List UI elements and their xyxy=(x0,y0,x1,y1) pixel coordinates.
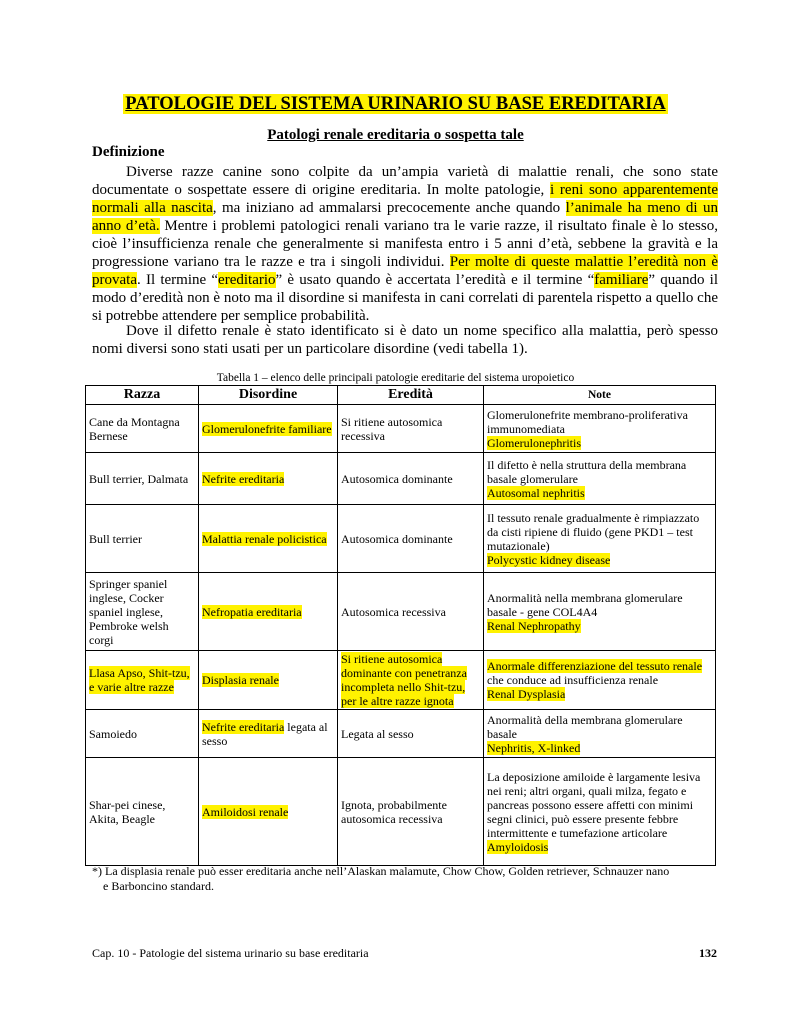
table-row xyxy=(86,651,716,710)
highlighted-text: Malattia renale policistica xyxy=(202,531,327,546)
table-footnote xyxy=(92,864,722,894)
table-row xyxy=(86,405,716,453)
table-caption: Tabella 1 – elenco delle principali patologie ereditarie del sistema uropoietico xyxy=(216,372,575,384)
cell-note xyxy=(484,573,716,651)
cell-note xyxy=(484,405,716,453)
definition-heading: Definizione xyxy=(92,144,165,160)
cell-razza: Bull terrier xyxy=(86,505,199,573)
cell-razza: Samoiedo xyxy=(86,710,199,758)
text-span: ” quando il modo d’eredità non è noto ma il disordine si manifesta in cani correlati di parentela rispetto a quello che si potrebbe attendere per semplice probabilità. xyxy=(92,272,719,324)
cell-note xyxy=(484,651,716,710)
footnote-line: e Barboncino standard. xyxy=(103,879,214,893)
page-number: 132 xyxy=(699,946,717,960)
highlighted-text: familiare xyxy=(594,272,649,288)
text-span: ” è usato quando è accertata l’eredità e il termine “ xyxy=(275,272,595,288)
page-title-text: PATOLOGIE DEL SISTEMA URINARIO SU BASE EREDITARIA xyxy=(125,94,666,114)
note-highlight: Anormale differenziazione del tessuto renale xyxy=(487,659,703,673)
cell-note xyxy=(484,453,716,505)
footnote-line: *) La displasia renale può esser ereditaria anche nell’Alaskan malamute, Chow Chow, Golden retriever, Schnauzer nano xyxy=(92,864,670,878)
highlighted-text: Nefropatia ereditaria xyxy=(202,604,302,619)
cell-razza xyxy=(86,651,199,710)
note-text: Glomerulonefrite membrano-proliferativa immunomediata xyxy=(487,407,688,436)
note-text: Il difetto è nella struttura della membrana basale glomerulare xyxy=(487,457,687,486)
cell-eredita: Ignota, probabilmente autosomica recessiva xyxy=(338,758,484,866)
second-paragraph: Dove il difetto renale è stato identificato si è dato un nome specifico alla malattia, però spesso nomi diversi sono stati usati per un particolare disordine (vedi tabella 1). xyxy=(92,323,718,357)
header-eredita: Eredità xyxy=(338,386,484,405)
note-highlight: Renal Nephropathy xyxy=(487,618,581,633)
cell-disordine xyxy=(199,710,338,758)
highlighted-text: Si ritiene autosomica dominante con penetranza incompleta nello Shit-tzu, per le altre razze ignota xyxy=(341,652,467,708)
table-row xyxy=(86,453,716,505)
note-text: Anormalità della membrana glomerulare basale xyxy=(487,712,683,741)
footer-chapter: Cap. 10 - Patologie del sistema urinario su base ereditaria xyxy=(92,946,369,960)
cell-disordine xyxy=(199,405,338,453)
cell-note xyxy=(484,505,716,573)
note-highlight: Amyloidosis xyxy=(487,839,549,854)
table-row xyxy=(86,573,716,651)
note-highlight: Polycystic kidney disease xyxy=(487,552,611,567)
cell-disordine xyxy=(199,758,338,866)
table-row xyxy=(86,758,716,866)
cell-razza: Cane da Montagna Bernese xyxy=(86,405,199,453)
highlighted-text: Glomerulonefrite familiare xyxy=(202,421,332,436)
text-span: legata al sesso xyxy=(202,719,328,748)
header-note: Note xyxy=(484,386,716,405)
cell-razza: Springer spaniel inglese, Cocker spaniel inglese, Pembroke welsh corgi xyxy=(86,573,199,651)
highlighted-text: Llasa Apso, Shit-tzu, e varie altre razze xyxy=(89,666,190,694)
cell-eredita: Autosomica recessiva xyxy=(338,573,484,651)
text-span: Mentre i problemi patologici renali variano tra le varie razze, il risultato finale è lo stesso, cioè l’insufficienza renale che generalmente si manifesta entro i 5 anni d’età, sebbene la gravità e la progressione variano tra le razze e tra i singoli individui. xyxy=(92,218,718,270)
cell-eredita: Autosomica dominante xyxy=(338,453,484,505)
note-text: Il tessuto renale gradualmente è rimpiazzato da cisti ripiene di fluido (gene PKD1 – test mutazionale) xyxy=(487,510,700,553)
cell-razza: Shar-pei cinese, Akita, Beagle xyxy=(86,758,199,866)
highlighted-text: ereditario xyxy=(218,272,276,288)
cell-eredita: Autosomica dominante xyxy=(338,505,484,573)
text-span: . Il termine “ xyxy=(136,272,219,288)
text-span: Diverse razze canine sono colpite da un’ampia varietà di malattie renali, che sono state documentate o sospettate essere di origine ereditaria. In molte patologie, xyxy=(92,164,718,198)
highlighted-text: i reni sono apparentemente normali alla nascita xyxy=(92,182,718,216)
note-text: Anormalità nella membrana glomerulare basale - gene COL4A4 xyxy=(487,590,683,619)
highlighted-text: Per molte di queste malattie l’eredità non è provata xyxy=(92,254,719,288)
cell-disordine xyxy=(199,453,338,505)
page-title xyxy=(0,94,791,115)
highlighted-text: Amiloidosi renale xyxy=(202,804,289,819)
highlighted-text: l’animale ha meno di un anno d’età. xyxy=(92,200,719,234)
section-subtitle: Patologi renale ereditaria o sospetta tale xyxy=(267,127,524,143)
note-highlight: Renal Dysplasia xyxy=(487,687,566,701)
cell-eredita: Si ritiene autosomica recessiva xyxy=(338,405,484,453)
table-header-row xyxy=(86,386,716,405)
cell-note xyxy=(484,710,716,758)
cell-disordine xyxy=(199,505,338,573)
diseases-table xyxy=(85,385,716,866)
note-highlight: Nephritis, X-linked xyxy=(487,740,581,755)
highlighted-text: Nefrite ereditaria xyxy=(202,471,285,486)
cell-disordine xyxy=(199,573,338,651)
header-disordine: Disordine xyxy=(199,386,338,405)
cell-razza: Bull terrier, Dalmata xyxy=(86,453,199,505)
cell-eredita xyxy=(338,651,484,710)
cell-note xyxy=(484,758,716,866)
table-row xyxy=(86,505,716,573)
note-highlight: Glomerulonephritis xyxy=(487,435,581,450)
cell-disordine xyxy=(199,651,338,710)
note-highlight: Autosomal nephritis xyxy=(487,485,585,500)
header-razza: Razza xyxy=(86,386,199,405)
definition-paragraph xyxy=(92,163,718,325)
text-span: , ma iniziano ad ammalarsi precocemente anche quando xyxy=(212,200,566,216)
cell-eredita: Legata al sesso xyxy=(338,710,484,758)
highlighted-text: Displasia renale xyxy=(202,673,279,687)
highlighted-text: Nefrite ereditaria xyxy=(202,719,285,734)
note-text: che conduce ad insufficienza renale xyxy=(487,673,659,687)
table-row xyxy=(86,710,716,758)
note-text: La deposizione amiloide è largamente lesiva nei reni; altri organi, quali milza, fegato e pancreas possono essere affetti con minimi segni clinici, può essere presente febbre intermittente e tumefazione articolare xyxy=(487,769,701,840)
